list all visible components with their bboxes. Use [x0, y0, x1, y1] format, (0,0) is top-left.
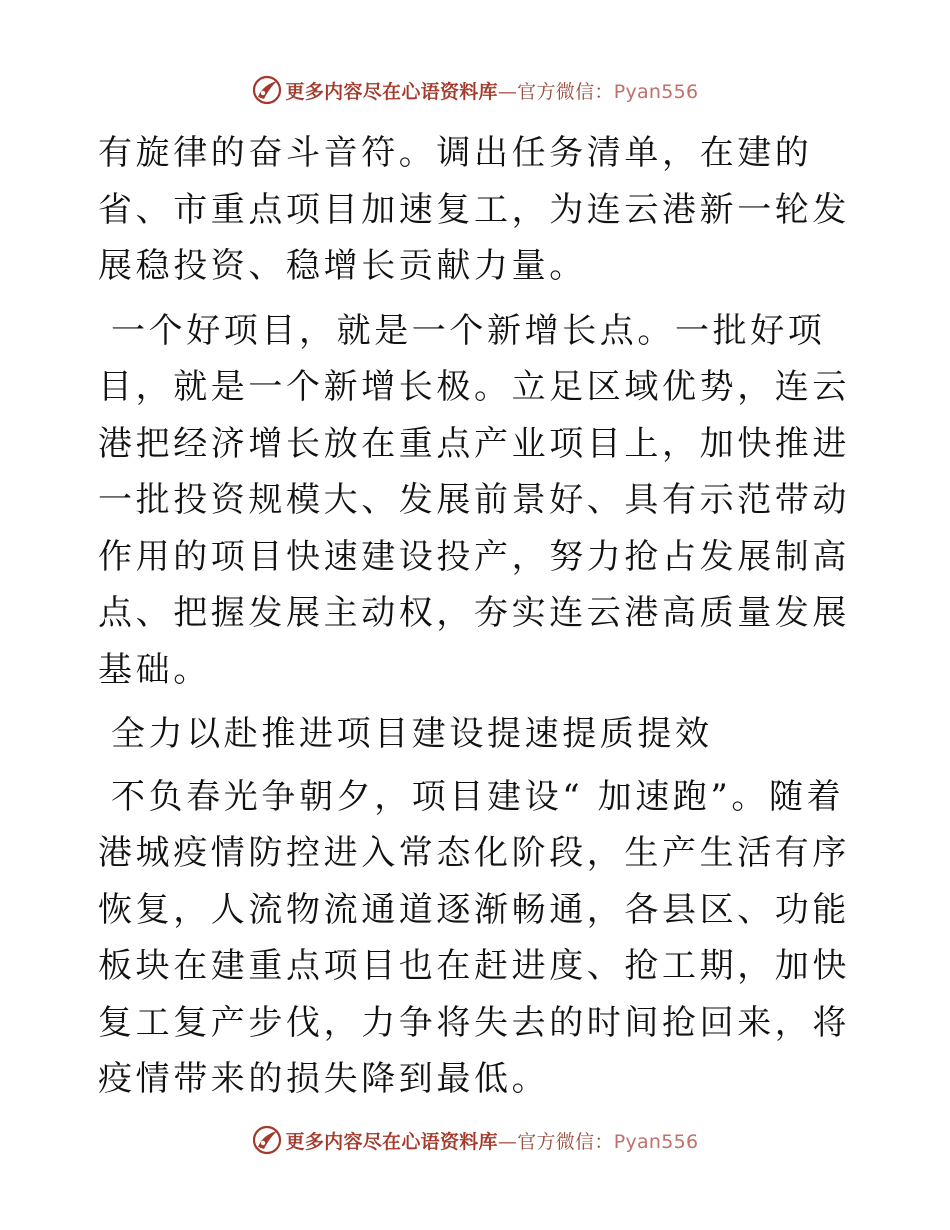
paragraph: 一个好项目，就是一个新增长点。一批好项目，就是一个新增长极。立足区域优势，连云港把经济增长放在重点产业项目上，加快推进一批投资规模大、发展前景好、具有示范带动作用的项目快速建设投产，努力抢占发展制高点、把握发展主动权，夯实连云港高质量发展基础。 — [98, 310, 850, 690]
banner-dash: — — [497, 1130, 518, 1153]
section-heading: 全力以赴推进项目建设提速提质提效 — [111, 714, 713, 754]
banner-wechat-id: Pyan556 — [613, 1130, 699, 1153]
document-body — [98, 125, 858, 1116]
footer-banner — [0, 1121, 950, 1159]
banner-dash: — — [497, 80, 518, 103]
banner-wechat-id: Pyan556 — [613, 80, 699, 103]
header-banner — [0, 71, 950, 109]
paragraph: 有旋律的奋斗音符。调出任务清单，在建的省、市重点项目加速复工，为连云港新一轮发展稳投资、稳增长贡献力量。 — [98, 133, 850, 286]
paragraph: 不负春光争朝夕，项目建设“ 加速跑”。随着港城疫情防控进入常态化阶段，生产生活有序恢复，人流物流通道逐渐畅通，各县区、功能板块在建重点项目也在赶进度、抢工期，加快复工复产步伐，力争将失去的时间抢回来，将疫情带来的损失降到最低。 — [98, 776, 850, 1099]
logo-icon — [252, 75, 282, 105]
logo-icon — [252, 1125, 282, 1155]
banner-text — [286, 77, 699, 104]
banner-text — [286, 1127, 699, 1154]
banner-wechat-label: 官方微信： — [517, 1130, 614, 1153]
banner-site-text: 更多内容尽在心语资料库 — [285, 80, 498, 103]
banner-site-text: 更多内容尽在心语资料库 — [285, 1130, 498, 1153]
banner-wechat-label: 官方微信： — [517, 80, 614, 103]
